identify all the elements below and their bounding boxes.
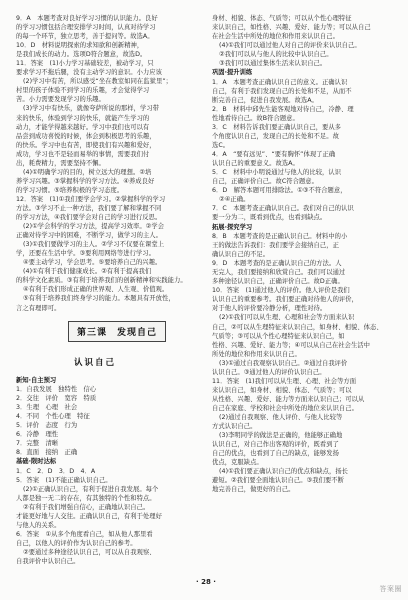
text-line: (3)李明同学的做法是正确的，他能够正确地	[219, 432, 343, 440]
text-line: 的快乐。学习中也有苦，即使我们有兴趣和爱好，	[16, 141, 156, 149]
right-column	[212, 14, 392, 494]
answers-continued	[212, 14, 392, 68]
text-line: 是我们成长的动力。选项D符合题意，故选D。	[16, 51, 147, 59]
text-line: 要一分为二，既看到优点，也看到缺点。	[212, 214, 327, 222]
text-line: 1．自我发展 独特性 信心	[16, 386, 97, 394]
text-line: 动力，才能学得越来越好。学习中我们也可以有	[16, 123, 150, 131]
text-line: 来认识自己，如身材、相貌、体态、气质等；可以	[212, 386, 352, 394]
text-line: 从性格、兴趣、爱好、能力等方面来认识自己；可以从	[212, 395, 365, 403]
text-line: ②有利于我们增强自信心，正确地认识自己。	[23, 504, 150, 512]
text-line: 6．冷静 理性	[16, 431, 59, 439]
text-line: 认识自己的重要意义。故选A。	[212, 160, 299, 168]
drill-answers	[212, 78, 392, 223]
text-line: (3)学习中有快乐，就像夸萨所说的那样，学习带	[23, 105, 160, 113]
text-line: 4．A “要有远见”、“要有胸怀”体现了正确	[212, 151, 336, 159]
text-line: 品尝到成功喜悦的时候，体会到积极思考的乐趣，	[16, 132, 156, 140]
text-line: (4)①我们可以通过他人对自己的评价来认识自己。	[219, 42, 361, 50]
text-line: 6．D 解答本题可用排除法。①③不符合题意，	[212, 187, 347, 195]
text-line: 自己，以他人的评价作为认识自己的参考。	[16, 540, 137, 548]
text-line: 9．A 本题考查对良好学习习惯的认识能力。良好	[16, 15, 158, 22]
text-line: 确认识自己的不足。	[212, 251, 270, 259]
text-line: ②④正确。	[219, 196, 250, 204]
text-line: ④要主动学习，学会思考。⑤要培养自己的兴趣。	[23, 259, 162, 267]
text-line: 自己，正确评价自己。故C符合题意。	[212, 178, 318, 186]
text-line: 村里的孩子体验不到学习的乐趣，才会觉得学习	[16, 87, 150, 95]
text-line: 所处的地位和作用来认识自己。	[212, 350, 301, 358]
text-line: 出，耗费精力，需要坚持不懈。	[16, 159, 105, 167]
text-line: ④有利于我们形成正确的世界观、人生观、价值观。	[23, 286, 169, 294]
text-line: 1．C 2．D 3．D 4．A	[16, 467, 96, 475]
watermark: 答案圈	[379, 585, 402, 593]
text-line: 苦。小力需要发现学习的乐趣。	[16, 96, 105, 104]
answers-before-chapter	[16, 14, 196, 313]
section-heading-basic: 基础·限时达标	[16, 458, 57, 466]
text-line: 对于他人的评价要冷静分析，理性对待。	[212, 305, 327, 313]
text-line: 自己，有利于我们发现自己的长处和不足，从而不	[212, 87, 352, 95]
text-line: (2)①我们可以从生理、心理和社会等方面来认识	[219, 314, 355, 322]
text-line: 才能更好地与人交往。正确认识自己，有利于处理好	[16, 513, 162, 521]
text-line: (2)通过自我观察、他人评价、与他人比较等	[219, 413, 343, 421]
text-line: 12．答案 (1)①我们要学会学习。②掌握科学的学习	[16, 195, 166, 203]
text-line: 方法。③学习不止一种方法，我们要了解和掌握不同	[16, 204, 162, 212]
section-heading-extend: 拓展·探究学习	[212, 223, 253, 231]
text-line: 与他人的关系。	[16, 522, 61, 530]
text-line: 避短。②我们要全面地认识自己。③我们要不断	[212, 477, 344, 485]
text-line: (4)①明确学习的目的，树立远大的理想。②培	[23, 168, 152, 176]
long-answers	[212, 286, 392, 494]
text-line: ⑤有利于培养我们终身学习的能力。本题具有开放性，	[23, 295, 175, 303]
text-line: 7．完整 清晰	[16, 440, 59, 448]
text-line: 5．C 材料中小明说通过与他人的比较，认识	[212, 169, 342, 177]
text-line: 王的做法告诉我们：我们要学会接纳自己，正	[212, 242, 339, 250]
text-line: (3)①我们要做学习的主人。②学习不仅要在课堂上	[23, 241, 165, 249]
lesson-title: 认识自己	[74, 357, 117, 368]
text-line: 5．评价 态度 行为	[16, 422, 78, 430]
text-line: 身材、相貌、体态、气质等；可以从个性心理特征	[212, 15, 352, 22]
text-line: 的学习习惯包括合理安排学习时间，认真对待学习	[16, 24, 156, 32]
text-line: ②我们可以从与他人的比较中认识自己。	[219, 51, 333, 59]
text-line: 断完善自己，促进自我发展。故选A。	[212, 96, 318, 104]
text-line: 气质等；③可以从个性心理特征来认识自己，如	[212, 332, 345, 340]
text-line: 的学习习惯。⑤培养积极的学习态度。	[16, 186, 124, 194]
text-line: 8．B 本题考查的是正确认识自己。材料中的小	[212, 233, 348, 241]
text-line: (2)①学会科学的学习方法，提高学习效率。②学会	[23, 223, 165, 231]
text-line: 的科学文化素质。③有利于培养我们的创新精神和实践能力。	[16, 277, 187, 285]
text-line: 优点，克服缺点。	[212, 459, 263, 467]
text-line: 方式认识自己。	[212, 423, 257, 431]
text-line: 自己，②可以从生理特征来认识自己，如身材、相貌、体态、	[212, 323, 383, 331]
section-heading-preview: 新知·自主预习	[16, 376, 57, 384]
text-line: 2．B 材料中邱先生能客观地对待自己，冷静、理	[212, 105, 354, 113]
text-line: 的学习方法，④我们要学会对自己的学习进行反思。	[16, 214, 162, 222]
text-line: 3．C 材料告诉我们要正确认识自己，要从多	[212, 124, 342, 132]
text-line: 人都是独一无二的存在，有其独特的个性和特点。	[16, 495, 156, 503]
text-line: 自己在家庭、学校和社会中所处的地位来认识自己。	[212, 404, 358, 412]
text-line: 认识自己的重要参考。我们要正确对待他人的评价，	[212, 296, 358, 304]
text-line: 正确对待学习中的困难，不断学习，做学习的主人。	[16, 232, 162, 240]
text-line: 养学习兴趣。③掌握科学的学习方法。④养成良好	[16, 177, 155, 185]
text-line: (2)①正确认识自己，有利于促进自我发展。每个	[23, 486, 159, 494]
text-line: 8．直面 接纳 正确	[16, 449, 78, 457]
text-line: ②要通过多种途径认识自己，可以从自我观察、	[23, 549, 156, 557]
text-line: 1．A 本题考查正确认识自己的意义。正确认识	[212, 78, 348, 86]
text-line: 自我评价中认识自己。	[16, 558, 80, 566]
text-line: (4)①我们要正确认识自己的优点和缺点，扬长	[219, 468, 349, 476]
text-line: 性地看待自己。故B符合题意。	[212, 114, 299, 122]
section-heading-drill: 巩固·提升训练	[212, 69, 253, 77]
text-line: 来的快乐，体验到学习的快乐，就能产生学习的	[16, 114, 150, 122]
text-line: 2．交往 评价 宽容 特质	[16, 395, 97, 403]
text-line: 学，还要在生活中学。③要利用网络等进行学习。	[16, 250, 155, 258]
basic-answers	[16, 467, 196, 567]
text-line: 成功，学习也不是轻而易举的事情，需要我们付	[16, 150, 150, 158]
text-line: 地完善自己，做更好的自己。	[212, 486, 295, 494]
text-line: 无完人，我们要接纳和欣赏自己。我们可以通过	[212, 269, 346, 277]
text-line: (2)学习中有苦，所以感受“坐在教室如同在监狱里”；	[23, 78, 172, 86]
text-line: ③我们可以通过集体生活来认识自己。	[219, 60, 327, 68]
text-line: 5．答案 (1)不能正确认识自己。	[16, 476, 112, 484]
text-line: 个角度认识自己，发现自己的长处和不足。故	[212, 133, 339, 141]
text-line: 9．D 本题考查的是正确认识自己的方法。人	[212, 260, 342, 268]
text-line: 4．不同 个性心理 特征	[16, 413, 90, 421]
text-line: 言之有理即可。	[16, 304, 61, 312]
text-line: 认识自己。③通过他人的评价认识自己。	[212, 368, 326, 376]
page-number: · 28 ·	[196, 578, 216, 586]
text-line: 10．答案 (1)通过他人的评价。他人评价是我们	[212, 287, 350, 295]
left-column	[16, 14, 196, 566]
text-line: 要求学习不拖后腿，没有主动学习的意识。小力应该	[16, 69, 162, 77]
text-line: 6．答案 ①从多个角度看自己，如从他人那里看	[16, 531, 153, 539]
text-line: 认识自己，对自己作出客观的评价，既看到了	[212, 441, 339, 449]
text-line: 7．C 本题考查正确认识自己。我们对自己的认识	[212, 205, 354, 213]
text-line: 11．答案 (1)我们可以从生理、心理、社会等方面	[212, 377, 357, 385]
extend-answers	[212, 232, 392, 286]
text-line: 10．D 材料说明探索的求知欲和创新精神，	[16, 42, 144, 50]
text-line: 自己的优点，也看到了自己的缺点，能够发扬	[212, 450, 339, 458]
text-line: 3．生理 心理 社会	[16, 404, 78, 412]
chapter-title: 第三课 发现自己	[68, 321, 166, 342]
preview-answers	[16, 385, 196, 457]
text-line: (4)①有利于我们健康成长。②有利于提高我们	[23, 268, 152, 276]
text-line: 的每一个环节，独立思考，善于提问等。故选A。	[16, 33, 154, 41]
text-line: 多种途径认识自己，正确评价自己。故D正确。	[212, 278, 344, 286]
text-line: 性格、兴趣、爱好、能力等；④可以从自己在社会生活中	[212, 341, 371, 349]
text-line: (3)①通过自我观察认识自己。②通过自我评价	[219, 359, 348, 367]
text-line: 来认识自己，如性格、兴趣、爱好、能力等；可以从自己	[212, 24, 371, 32]
text-line: 选C。	[212, 142, 230, 150]
text-line: 11．答案 (1)小力学习基础较差，被动学习，只	[16, 60, 154, 68]
text-line: 在社会生活中所处的地位和作用来认识自己。	[212, 33, 339, 41]
